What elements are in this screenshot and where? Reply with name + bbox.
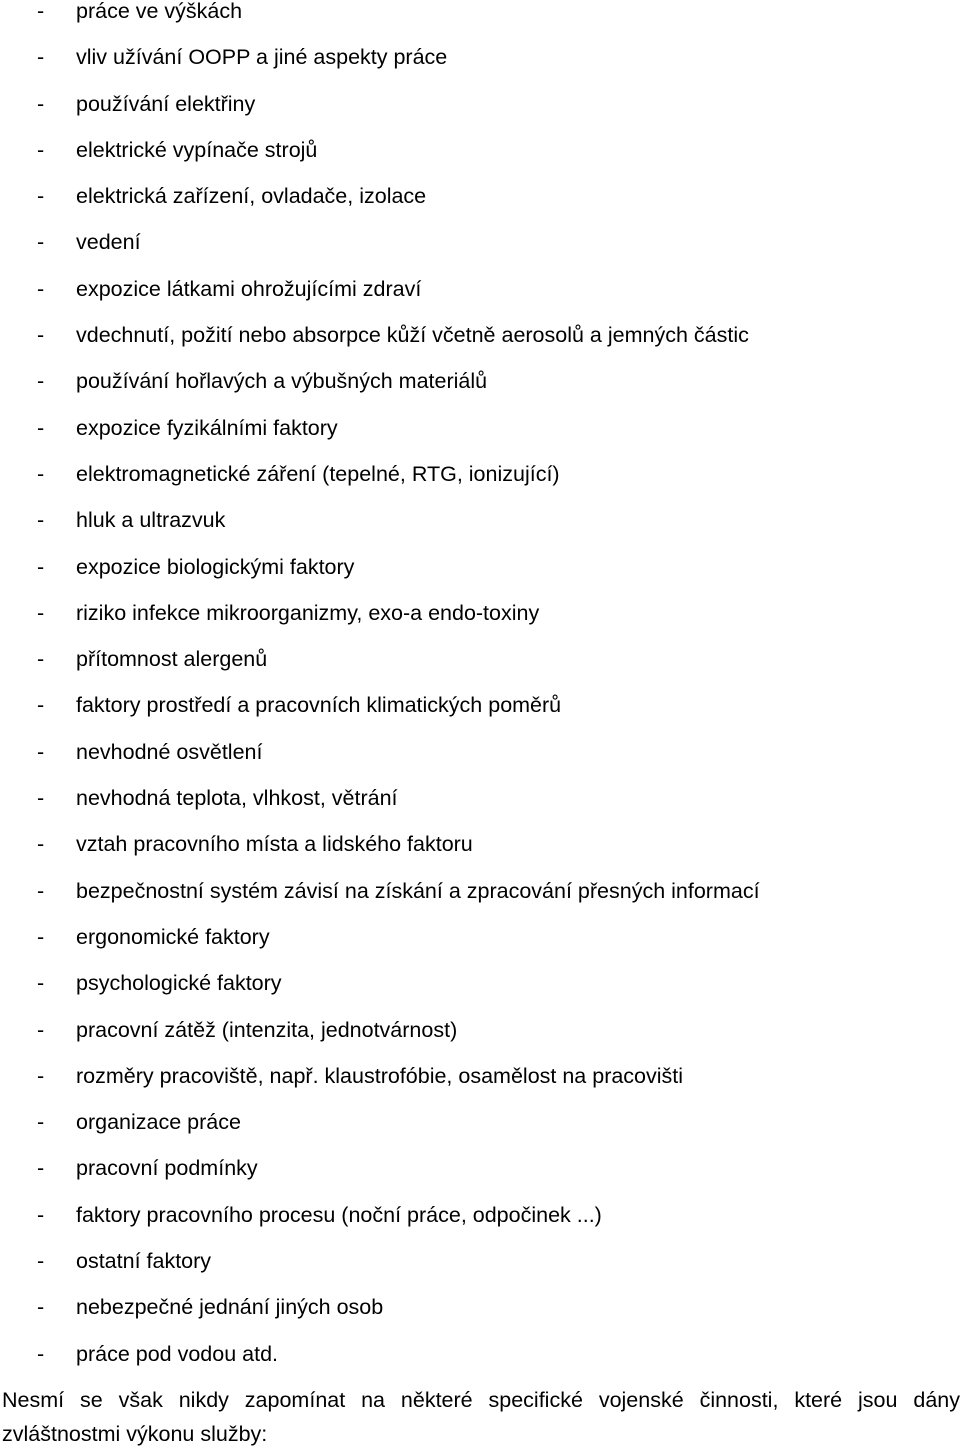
list-item <box>0 1287 960 1333</box>
list-item-text: psychologické faktory <box>76 971 282 996</box>
list-item <box>0 778 960 824</box>
list-item-text: pracovní podmínky <box>76 1156 258 1181</box>
closing-paragraph: Nesmí se však nikdy zapomínat na některé specifické vojenské činnosti, které jsou dány zvláštnostmi výkonu služby: <box>2 1388 960 1446</box>
list-bullet: - <box>37 1249 45 1274</box>
list-item <box>0 593 960 639</box>
list-item <box>0 222 960 268</box>
list-item-text: přítomnost alergenů <box>76 647 268 672</box>
list-item-text: ergonomické faktory <box>76 924 270 949</box>
list-bullet: - <box>37 369 45 394</box>
list-bullet: - <box>37 693 45 718</box>
list-item <box>0 1102 960 1148</box>
list-item <box>0 917 960 963</box>
list-item <box>0 963 960 1009</box>
list-item-text: používání elektřiny <box>76 91 256 116</box>
list-bullet: - <box>37 647 45 672</box>
list-item <box>0 1334 960 1380</box>
list-bullet: - <box>37 832 45 857</box>
list-item-text: práce pod vodou atd. <box>76 1341 279 1366</box>
list-item-text: expozice biologickými faktory <box>76 554 355 579</box>
list-item-text: ostatní faktory <box>76 1249 212 1274</box>
list-item-text: hluk a ultrazvuk <box>76 508 226 533</box>
list-item <box>0 639 960 685</box>
list-item-text: vedení <box>76 230 141 255</box>
list-item-text: elektrická zařízení, ovladače, izolace <box>76 184 427 209</box>
list-bullet: - <box>37 184 45 209</box>
list-item <box>0 1056 960 1102</box>
list-bullet: - <box>37 786 45 811</box>
list-item-text: pracovní zátěž (intenzita, jednotvárnost) <box>76 1017 458 1042</box>
list-item-text: elektrické vypínače strojů <box>76 137 318 162</box>
list-bullet: - <box>37 415 45 440</box>
list-item <box>0 315 960 361</box>
list-bullet: - <box>37 554 45 579</box>
list-item <box>0 176 960 222</box>
list-bullet: - <box>37 91 45 116</box>
list-item <box>0 824 960 870</box>
list-bullet: - <box>37 600 45 625</box>
list-bullet: - <box>37 1295 45 1320</box>
list-item-text: organizace práce <box>76 1110 241 1135</box>
list-item-text: práce ve výškách <box>76 0 243 23</box>
list-item <box>0 269 960 315</box>
list-item-text: rozměry pracoviště, např. klaustrofóbie, osamělost na pracovišti <box>76 1063 684 1088</box>
list-item <box>0 1010 960 1056</box>
list-item-text: vliv užívání OOPP a jiné aspekty práce <box>76 45 448 70</box>
list-item <box>0 361 960 407</box>
list-item-text: vztah pracovního místa a lidského faktoru <box>76 832 473 857</box>
list-bullet: - <box>37 1063 45 1088</box>
list-bullet: - <box>37 1341 45 1366</box>
list-item-text: vdechnutí, požití nebo absorpce kůží včetně aerosolů a jemných částic <box>76 323 749 348</box>
list-item-text: používání hořlavých a výbušných materiálů <box>76 369 488 394</box>
list-item-text: faktory pracovního procesu (noční práce, odpočinek ...) <box>76 1202 602 1227</box>
list-item <box>0 130 960 176</box>
list-bullet: - <box>37 461 45 486</box>
list-bullet: - <box>37 508 45 533</box>
list-bullet: - <box>37 45 45 70</box>
list-bullet: - <box>37 1202 45 1227</box>
list-bullet: - <box>37 276 45 301</box>
list-item <box>0 547 960 593</box>
list-bullet: - <box>37 0 45 23</box>
list-item <box>0 685 960 731</box>
list-item <box>0 408 960 454</box>
list-item-text: faktory prostředí a pracovních klimatických poměrů <box>76 693 562 718</box>
list-bullet: - <box>37 739 45 764</box>
list-item <box>0 84 960 130</box>
list-bullet: - <box>37 1017 45 1042</box>
list-item <box>0 0 960 37</box>
list-item <box>0 1241 960 1287</box>
list-item <box>0 500 960 546</box>
list-bullet: - <box>37 924 45 949</box>
list-bullet: - <box>37 137 45 162</box>
list-item-text: nebezpečné jednání jiných osob <box>76 1295 384 1320</box>
list-item-text: expozice fyzikálními faktory <box>76 415 338 440</box>
list-item-text: nevhodné osvětlení <box>76 739 263 764</box>
list-bullet: - <box>37 878 45 903</box>
list-bullet: - <box>37 323 45 348</box>
list-item <box>0 454 960 500</box>
list-item <box>0 732 960 778</box>
list-item-text: bezpečnostní systém závisí na získání a zpracování přesných informací <box>76 878 760 903</box>
list-item-text: riziko infekce mikroorganizmy, exo-a endo-toxiny <box>76 600 540 625</box>
list-item <box>0 871 960 917</box>
list-item-text: expozice látkami ohrožujícími zdraví <box>76 276 422 301</box>
list-item-text: nevhodná teplota, vlhkost, větrání <box>76 786 398 811</box>
list-item-text: elektromagnetické záření (tepelné, RTG, ionizující) <box>76 461 560 486</box>
list-item <box>0 1148 960 1194</box>
list-bullet: - <box>37 230 45 255</box>
list-item <box>0 37 960 83</box>
list-bullet: - <box>37 1110 45 1135</box>
list-item <box>0 1195 960 1241</box>
list-bullet: - <box>37 1156 45 1181</box>
list-bullet: - <box>37 971 45 996</box>
